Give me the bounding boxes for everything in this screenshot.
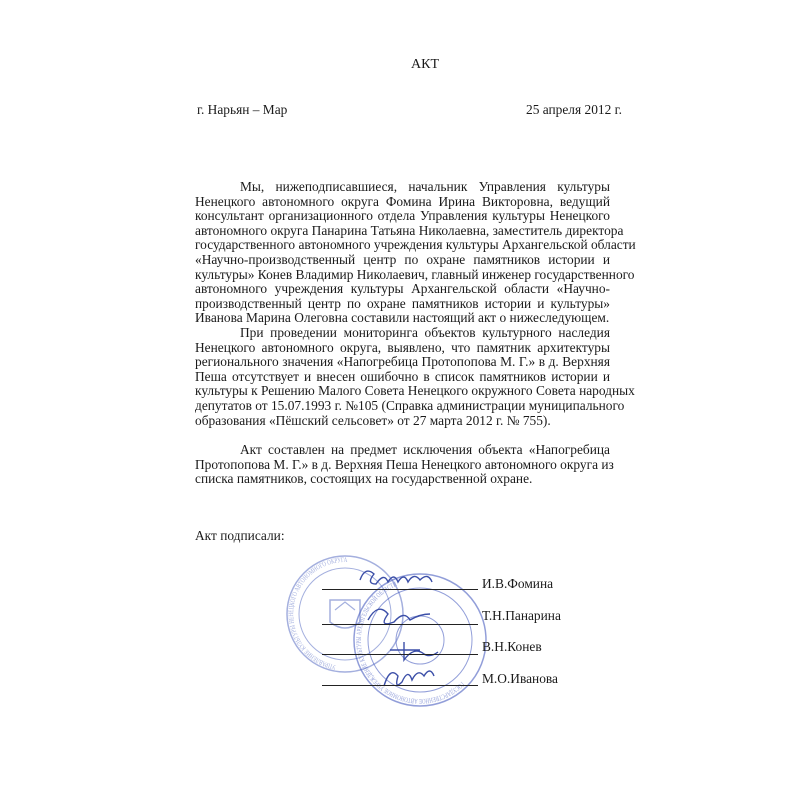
signed-label: Акт подписали: (195, 528, 285, 543)
paragraph-line: Протопопова М. Г.» в д. Верхняя Пеша Ненецкого автономного округа из (195, 456, 614, 472)
signatory-name: Т.Н.Панарина (482, 608, 561, 623)
document-city: г. Нарьян – Мар (197, 102, 288, 117)
signature-line (322, 624, 478, 625)
paragraph-line: автономного учреждения культуры Архангельской области «Научно- (195, 281, 610, 297)
paragraph-line: государственного автономного учреждения культуры Архангельской области (195, 237, 636, 253)
paragraph-line: регионального значения «Напогребица Протопопова М. Г.» в д. Верхняя (195, 354, 610, 370)
paragraph-line: образования «Пёшский сельсовет» от 27 марта 2012 г. № 755). (195, 412, 551, 428)
signature-konev (390, 642, 438, 660)
signatory-name: М.О.Иванова (482, 671, 558, 686)
stamp-right-text: ГОСУДАРСТВЕННОЕ АВТОНОМНОЕ УЧРЕЖДЕНИЕ КУЛЬТУРЫ АРХАНГЕЛЬСКОЙ ОБЛАСТИ (354, 579, 466, 706)
paragraph-line: Иванова Марина Олеговна составили настоящий акт о нижеследующем. (195, 310, 610, 326)
signature-fomina (360, 571, 432, 584)
paragraph-line: Мы, нижеподписавшиеся, начальник Управления культуры (240, 179, 610, 194)
paragraph-line: При проведении мониторинга объектов культурного наследия (240, 325, 610, 340)
document-date: 25 апреля 2012 г. (526, 102, 622, 117)
paragraph-line: Акт составлен на предмет исключения объекта «Напогребица (240, 442, 610, 457)
paragraph-line: списка памятников, состоящих на государственной охране. (195, 471, 533, 487)
stamp-right (354, 574, 486, 706)
paragraph-line: консультант организационного отдела Управления культуры Ненецкого (195, 208, 610, 224)
signatory-name: В.Н.Конев (482, 639, 542, 654)
paragraph-line: производственный центр по охране памятников истории и культуры» (195, 295, 610, 311)
paragraph-line: культуры к Решению Малого Совета Ненецкого окружного Совета народных (195, 383, 635, 399)
stamp-left-text: УПРАВЛЕНИЕ КУЛЬТУРЫ НЕНЕЦКОГО АВТОНОМНОГО ОКРУГА (287, 555, 349, 672)
paragraph-line: «Научно-производственный центр по охране памятников истории и (195, 251, 610, 267)
paragraph-line: автономного округа Панарина Татьяна Николаевна, заместитель директора (195, 222, 624, 238)
paragraph-line: Пеша отсутствует и внесен ошибочно в список памятников истории и (195, 368, 610, 384)
signatory-name: И.В.Фомина (482, 576, 554, 591)
paragraph-line: Ненецкого автономного округа Фомина Ирина Викторовна, ведущий (195, 193, 610, 209)
paragraph-line: культуры» Конев Владимир Николаевич, главный инженер государственного (195, 266, 635, 282)
paragraph-line: депутатов от 15.07.1993 г. №105 (Справка администрации муниципального (195, 397, 625, 413)
paragraph-line: Ненецкого автономного округа, выявлено, что памятник архитектуры (195, 339, 610, 355)
signature-line (322, 685, 478, 686)
signature-line (322, 654, 478, 655)
document-title: АКТ (411, 57, 439, 72)
signature-line (322, 589, 478, 590)
